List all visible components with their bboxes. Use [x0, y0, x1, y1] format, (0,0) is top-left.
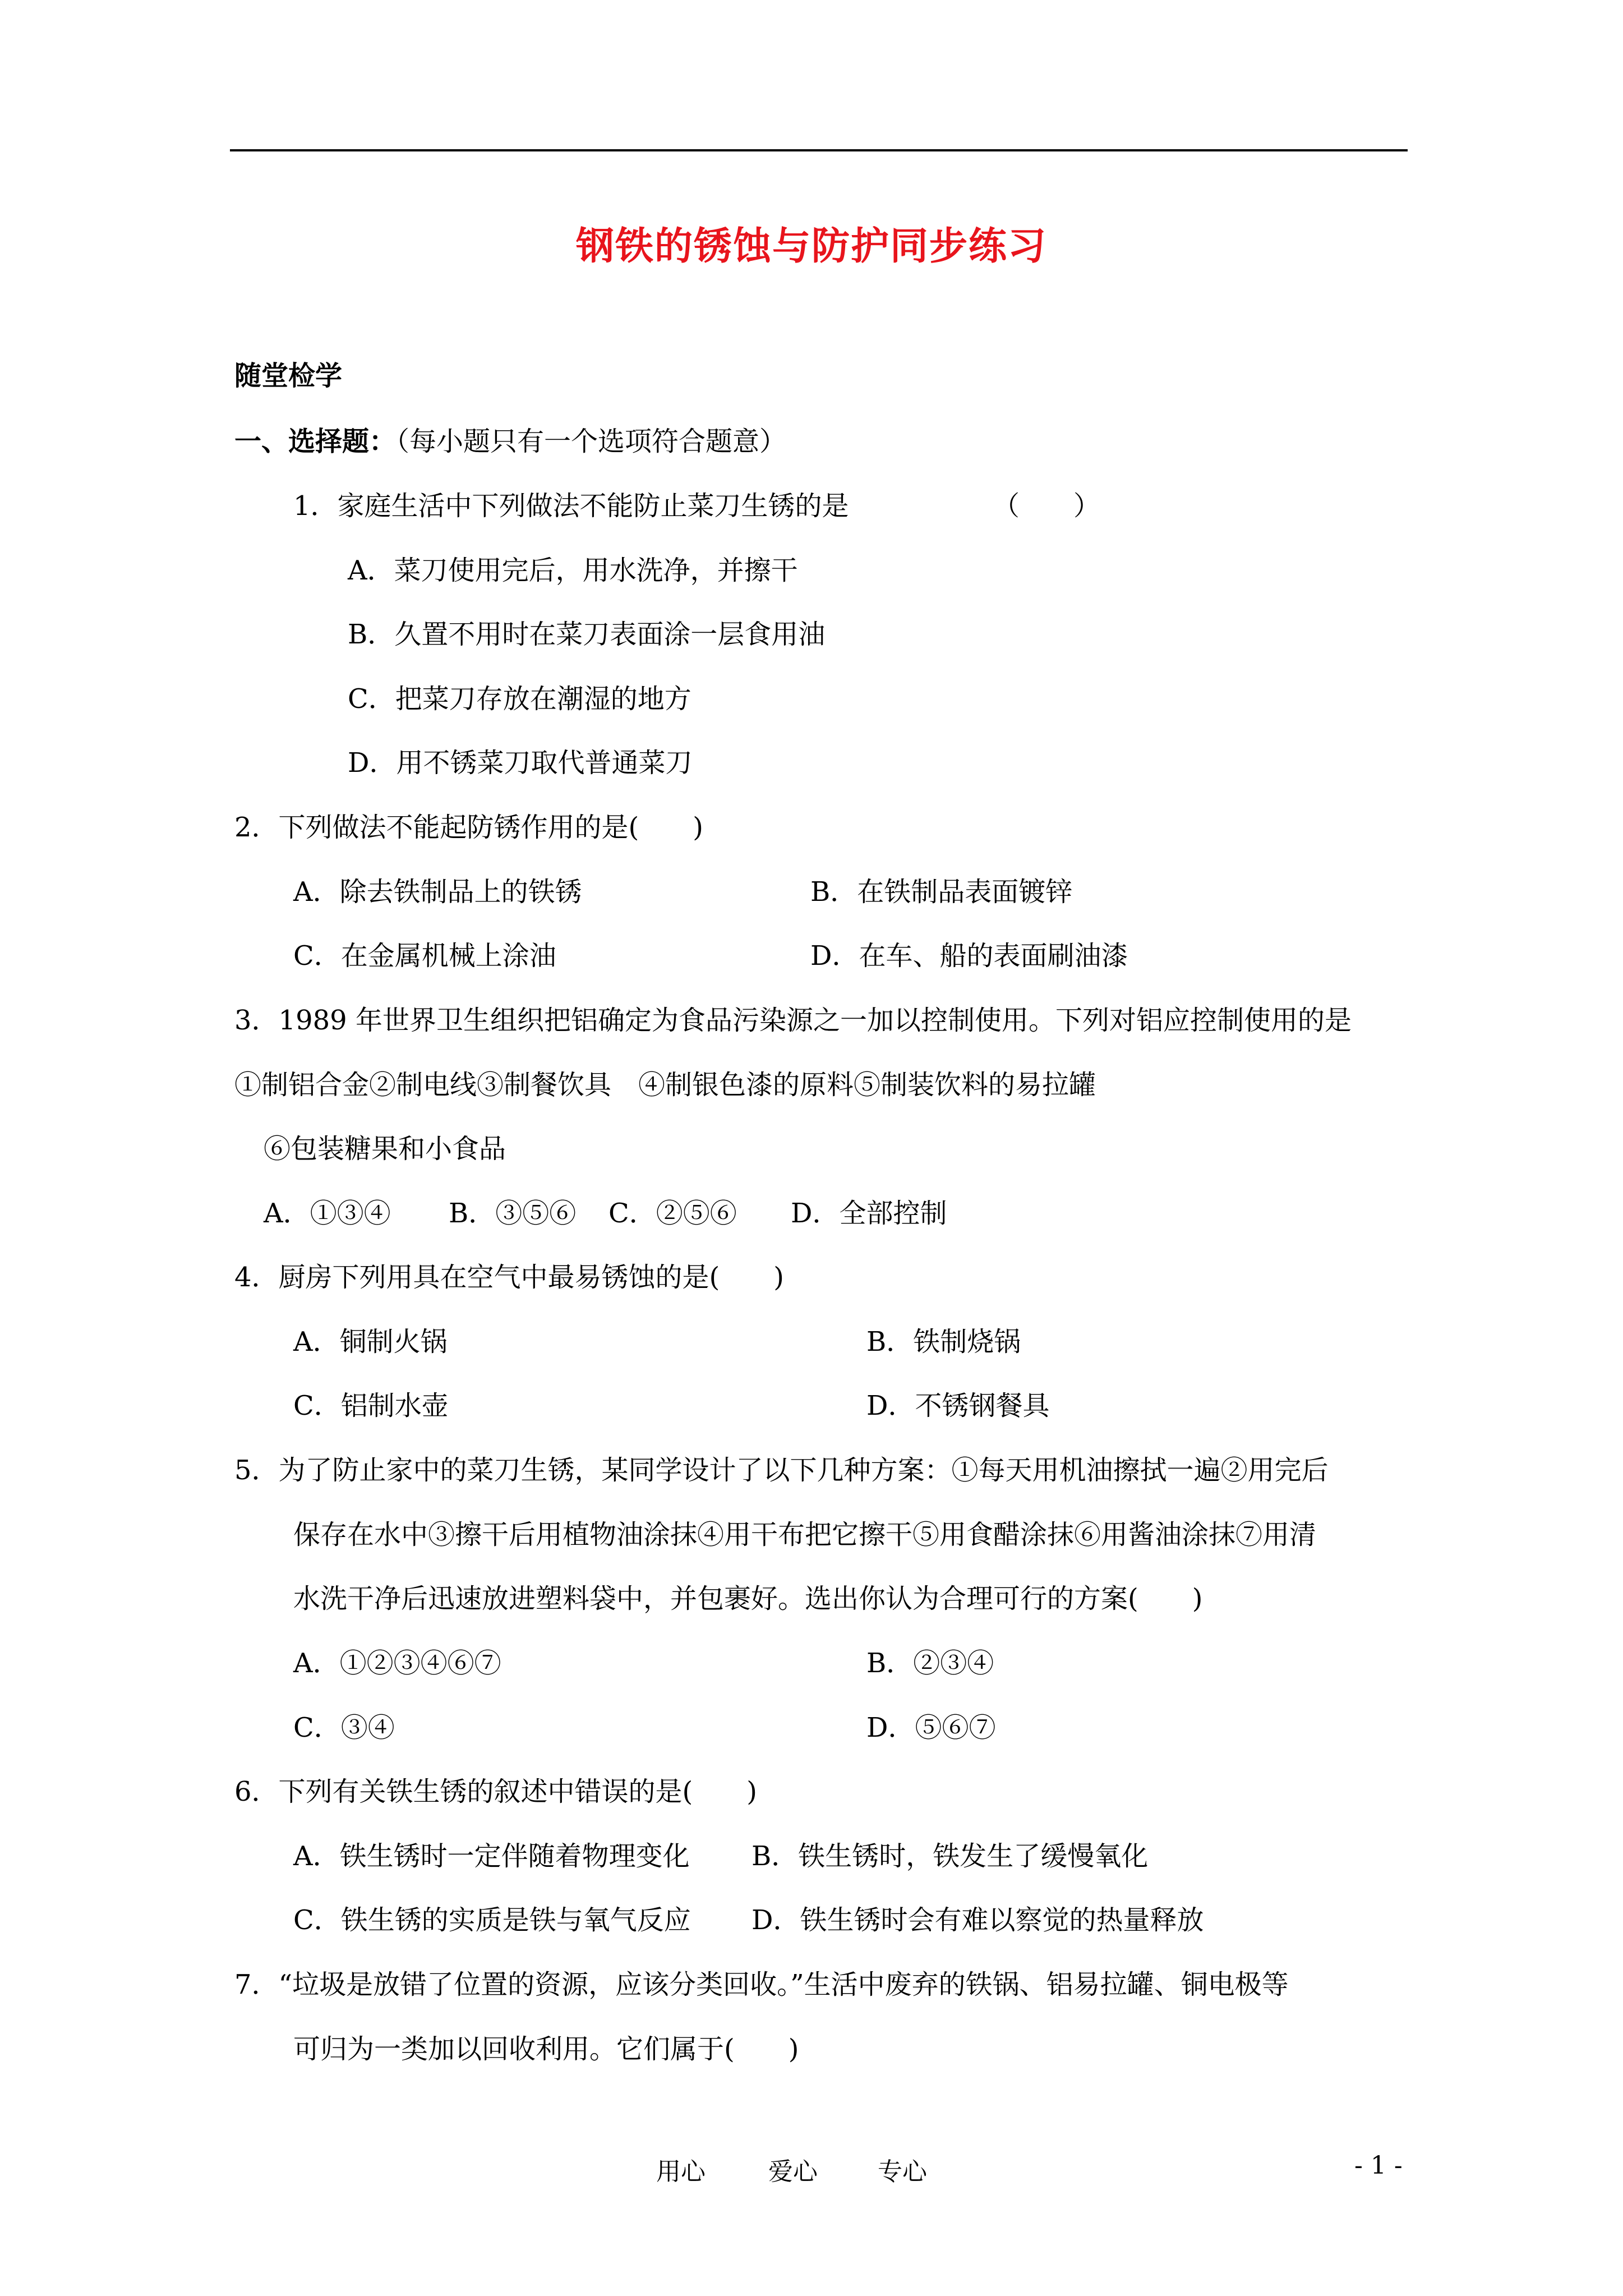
q5-option-c: C．③④ [293, 1712, 395, 1743]
q7-stem-line-2: 可归为一类加以回收利用。它们属于( ) [293, 2033, 799, 2065]
q2-option-a: A．除去铁制品上的铁锈 [293, 876, 582, 908]
q4-option-a: A．铜制火锅 [293, 1326, 448, 1358]
part-heading [234, 425, 786, 458]
q5-stem-line-1: 5．为了防止家中的菜刀生锈，某同学设计了以下几种方案：①每天用机油擦拭一遍②用完后 [234, 1455, 1329, 1486]
q4-option-c: C．铝制水壶 [293, 1390, 449, 1421]
footer-motto-3: 专心 [878, 2157, 927, 2186]
q3-list-line-2: ⑥包装糖果和小食品 [264, 1133, 506, 1165]
q1-option-b: B．久置不用时在菜刀表面涂一层食用油 [348, 619, 826, 650]
q3-option-c: C．②⑤⑥ [608, 1198, 737, 1229]
q5-option-b: B．②③④ [866, 1648, 994, 1679]
q5-option-d: D．⑤⑥⑦ [866, 1712, 996, 1743]
q6-option-a: A．铁生锈时一定伴随着物理变化 [293, 1841, 690, 1872]
q6-option-d: D．铁生锈时会有难以察觉的热量释放 [751, 1904, 1204, 1936]
q3-option-b: B．③⑤⑥ [449, 1198, 577, 1229]
q1-option-c: C．把菜刀存放在潮湿的地方 [348, 683, 691, 715]
q2-option-c: C．在金属机械上涂油 [293, 940, 556, 972]
q1-answer-paren: （ ） [993, 490, 1101, 522]
q6-stem: 6．下列有关铁生锈的叙述中错误的是( ) [234, 1776, 757, 1807]
q2-option-b: B．在铁制品表面镀锌 [810, 876, 1073, 908]
q5-stem-line-2: 保存在水中③擦干后用植物油涂抹④用干布把它擦干⑤用食醋涂抹⑥用酱油涂抹⑦用清 [293, 1519, 1317, 1550]
part-note: （每小题只有一个选项符合题意） [396, 426, 787, 457]
q2-stem: 2．下列做法不能起防锈作用的是( ) [234, 812, 703, 843]
q7-stem-line-1: 7．“垃圾是放错了位置的资源，应该分类回收。”生活中废弃的铁锅、铝易拉罐、铜电极等 [234, 1969, 1289, 2000]
q1-option-a: A．菜刀使用完后，用水洗净，并擦干 [348, 555, 798, 586]
q1-option-d: D．用不锈菜刀取代普通菜刀 [348, 747, 693, 779]
q5-option-a: A．①②③④⑥⑦ [293, 1648, 501, 1679]
q3-option-d: D．全部控制 [791, 1198, 947, 1229]
q1-stem: 1．家庭生活中下列做法不能防止菜刀生锈的是 [293, 490, 849, 522]
q3-option-a: A．①③④ [264, 1198, 391, 1229]
q4-option-b: B．铁制烧锅 [866, 1326, 1021, 1358]
q6-option-c: C．铁生锈的实质是铁与氧气反应 [293, 1904, 691, 1936]
footer-motto-2: 爱心 [768, 2157, 818, 2186]
page-title: 钢铁的锈蚀与防护同步练习 [575, 224, 1047, 269]
footer-motto-1: 用心 [656, 2157, 706, 2186]
q2-option-d: D．在车、船的表面刷油漆 [810, 940, 1128, 972]
page-number: - 1 - [1354, 2151, 1403, 2180]
header-rule [230, 149, 1408, 151]
q4-stem: 4．厨房下列用具在空气中最易锈蚀的是( ) [234, 1262, 784, 1293]
section-heading: 随堂检学 [234, 360, 343, 392]
q3-stem: 3．1989 年世界卫生组织把铝确定为食品污染源之一加以控制使用。下列对铝应控制使用的是 [234, 1005, 1352, 1036]
q4-option-d: D．不锈钢餐具 [866, 1390, 1050, 1421]
q3-list-line: ①制铝合金②制电线③制餐饮具 ④制银色漆的原料⑤制装饮料的易拉罐 [234, 1069, 1096, 1101]
part-label: 一、选择题： [234, 426, 396, 457]
q6-option-b: B．铁生锈时，铁发生了缓慢氧化 [751, 1841, 1149, 1872]
q5-stem-line-3: 水洗干净后迅速放进塑料袋中，并包裹好。选出你认为合理可行的方案( ) [293, 1583, 1203, 1614]
